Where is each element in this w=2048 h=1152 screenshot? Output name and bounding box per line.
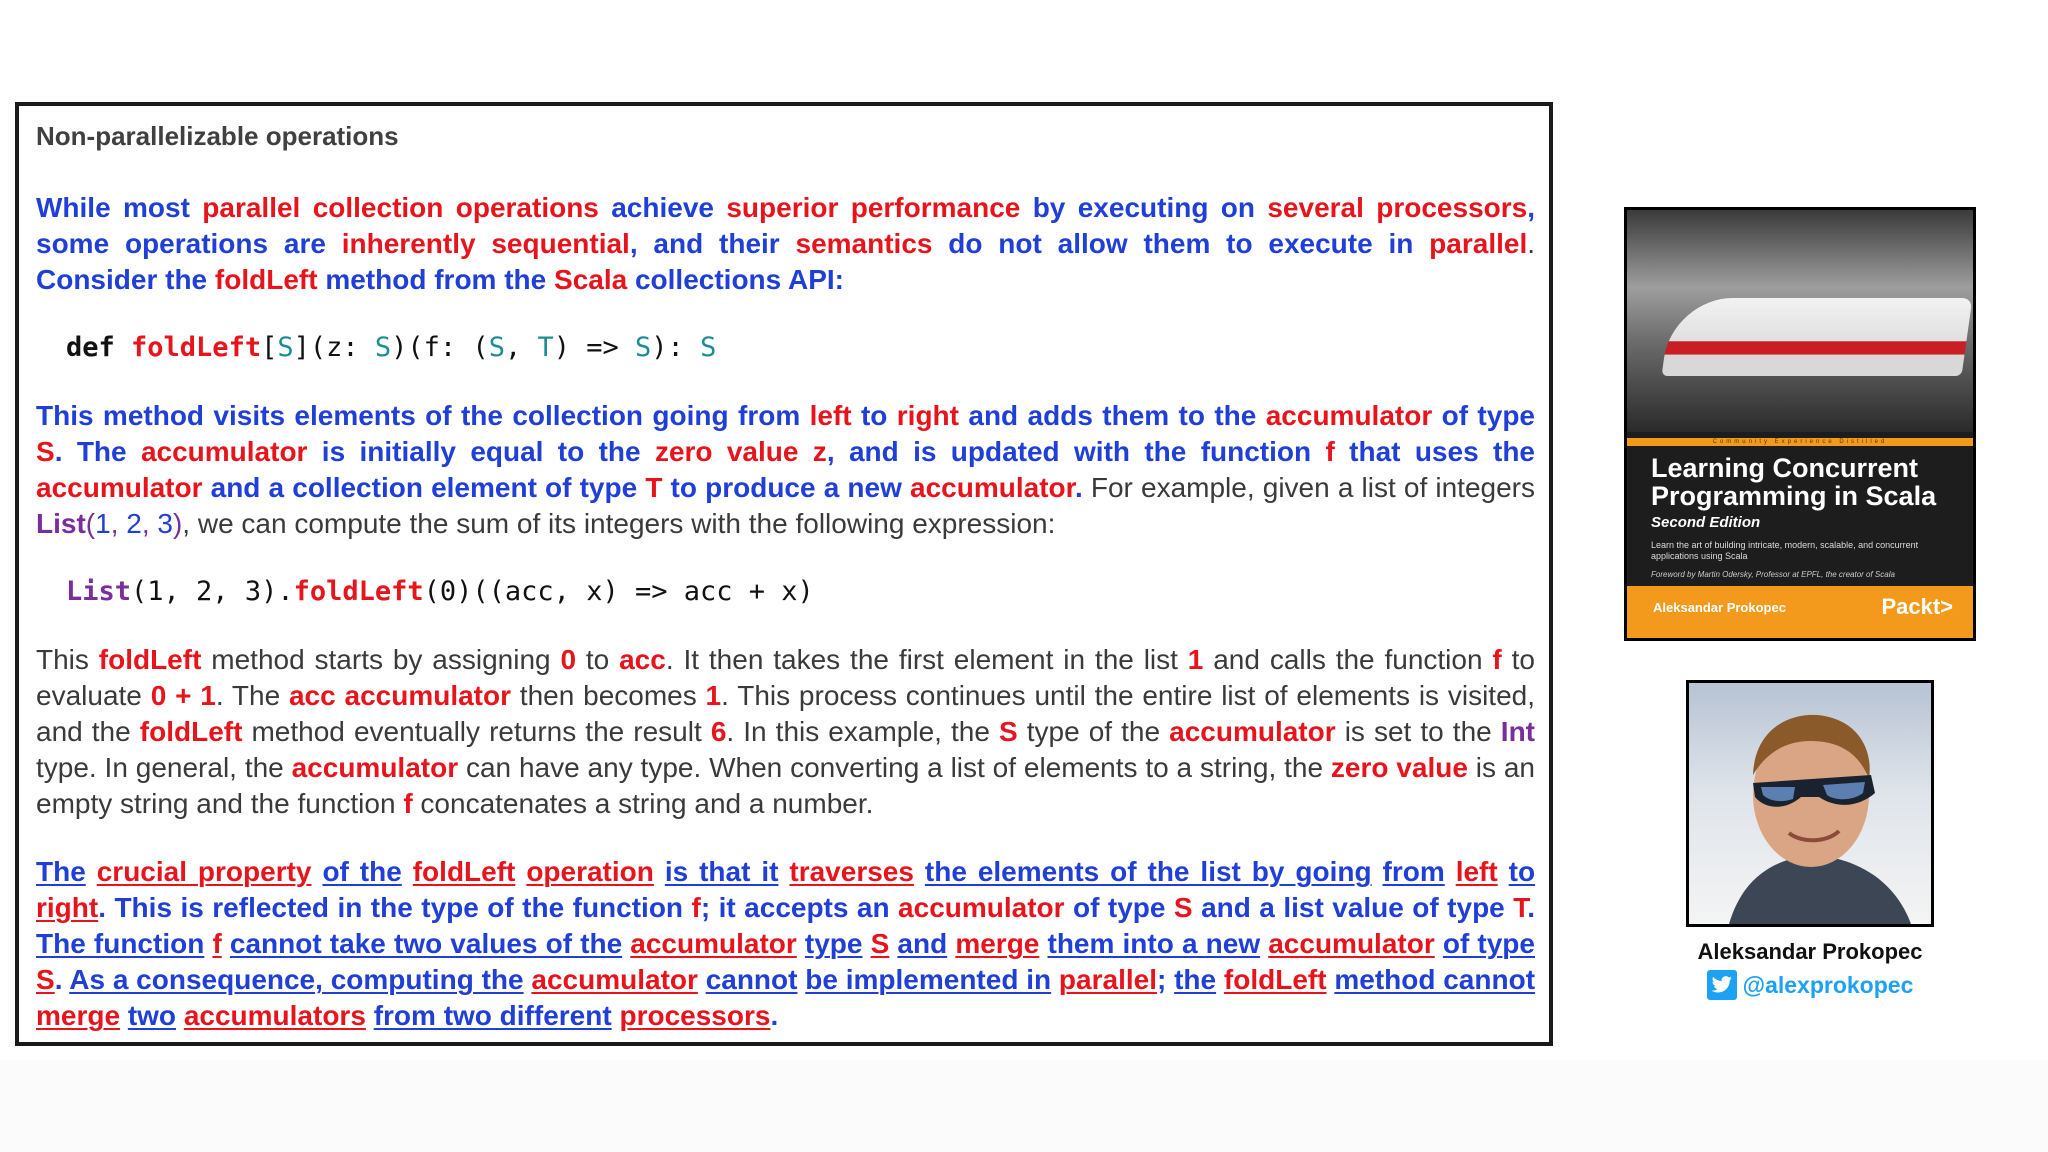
text-run: ; it accepts an	[700, 892, 899, 923]
text-run: 1	[705, 680, 722, 711]
text-run: (1, 2, 3).	[131, 576, 294, 607]
text-run: While most	[36, 192, 203, 223]
book-cover	[1624, 207, 1976, 641]
text-run: processors	[619, 1000, 771, 1031]
book-series: Community Experience Distilled	[1712, 439, 1888, 445]
text-run: 0 + 1	[150, 680, 216, 711]
text-run: parallel	[1058, 964, 1157, 995]
text-run: ;	[1156, 964, 1175, 995]
text-run: of type	[1064, 892, 1174, 923]
slide-bottom-band	[0, 1060, 2048, 1152]
author-name: Aleksandar Prokopec	[1697, 939, 1923, 964]
text-run: acc	[619, 644, 666, 675]
text-run: be implemented in	[805, 964, 1052, 995]
text-run: , and their	[629, 228, 796, 259]
text-run: foldLeft	[1223, 964, 1327, 995]
text-run: The function	[36, 928, 205, 959]
text-run: and a list value of type	[1192, 892, 1514, 923]
text-run: zero value z	[654, 436, 827, 467]
text-run: )(f: (	[391, 332, 489, 363]
text-run: ,	[141, 508, 158, 539]
text-run	[86, 856, 97, 887]
text-run: (0)((acc, x) => acc + x)	[423, 576, 814, 607]
text-run: 1	[1187, 644, 1204, 675]
text-run	[176, 1000, 184, 1031]
text-run: right	[896, 400, 959, 431]
text-run	[1445, 856, 1456, 887]
text-run: S	[870, 928, 890, 959]
text-run	[402, 856, 413, 887]
text-run: accumulator	[1268, 928, 1435, 959]
text-run: then becomes	[511, 680, 706, 711]
text-run: of the	[322, 856, 402, 887]
text-run: parallel	[1429, 228, 1528, 259]
text-run: and calls the function	[1203, 644, 1493, 675]
text-run: and a collection element of type	[202, 472, 646, 503]
text-run: , we can compute the sum of its integers with the following expression:	[182, 508, 1056, 539]
text-run	[222, 928, 230, 959]
text-run: to	[1508, 856, 1536, 887]
text-run: acc accumulator	[288, 680, 511, 711]
text-run: parallel collection operations	[202, 192, 599, 223]
text-run: The	[36, 856, 86, 887]
text-run: type of the	[1017, 716, 1170, 747]
text-run	[1372, 856, 1383, 887]
text-run: is an empty string and the function	[36, 752, 1535, 819]
text-run: . The	[54, 436, 141, 467]
text-run	[312, 856, 323, 887]
text-run: ) =>	[553, 332, 636, 363]
text-run: (	[85, 508, 96, 539]
text-run: [	[261, 332, 278, 363]
text-run: zero value	[1330, 752, 1468, 783]
text-run	[698, 964, 706, 995]
text-run	[1051, 964, 1059, 995]
text-run: . This is reflected in the type of the function	[98, 892, 692, 923]
text-run: method eventually returns the result	[242, 716, 711, 747]
paragraph-crucial-property	[36, 854, 1535, 1034]
text-run: cannot take two values of the	[229, 928, 623, 959]
text-run: S	[488, 332, 505, 363]
text-run: .	[770, 1000, 779, 1031]
text-run: the elements of the list by going	[924, 856, 1372, 887]
text-run: and	[897, 928, 948, 959]
text-run: foldLeft	[293, 576, 424, 607]
text-run: several processors	[1267, 192, 1528, 223]
text-run: two	[127, 1000, 177, 1031]
text-run: ):	[651, 332, 701, 363]
text-run: to produce a new	[662, 472, 911, 503]
text-run: accumulator	[910, 472, 1075, 503]
text-run: traverses	[789, 856, 914, 887]
text-run: operation	[526, 856, 654, 887]
text-run: accumulator	[898, 892, 1065, 923]
text-run: method starts by assigning	[201, 644, 561, 675]
text-run	[515, 856, 526, 887]
text-run: S	[1173, 892, 1193, 923]
text-run	[1435, 928, 1443, 959]
text-run: .	[1074, 472, 1083, 503]
text-run: 3	[157, 508, 173, 539]
text-run: This	[36, 644, 99, 675]
text-run: 1	[95, 508, 111, 539]
text-run	[1498, 856, 1509, 887]
text-run: 0	[560, 644, 577, 675]
text-run: to evaluate	[36, 644, 1535, 711]
text-run: accumulator	[630, 928, 797, 959]
author-photo-illustration	[1689, 683, 1931, 924]
text-run: merge	[955, 928, 1040, 959]
text-run: , some operations are	[36, 192, 1535, 259]
code-foldleft-example	[66, 574, 1535, 610]
text-run: achieve	[598, 192, 727, 223]
text-run: Consider the	[36, 264, 215, 295]
text-run: As a consequence, computing the	[69, 964, 524, 995]
paragraph-example-walkthrough	[36, 642, 1535, 822]
text-run: semantics	[795, 228, 933, 259]
text-run	[366, 1000, 374, 1031]
text-run: S	[277, 332, 294, 363]
text-run: foldLeft	[98, 644, 202, 675]
text-run: method from the	[317, 264, 555, 295]
text-run: do not allow them to execute in	[932, 228, 1430, 259]
text-run: . In this example, the	[726, 716, 999, 747]
text-run: right	[36, 892, 99, 923]
book-description: Learn the art of building intricate, modern, scalable, and concurrent applications using Scala	[1651, 540, 1919, 561]
content-box	[15, 102, 1553, 1046]
text-run: accumulator	[1169, 716, 1336, 747]
text-run: List	[66, 576, 132, 607]
text-run: S	[374, 332, 392, 363]
slide-heading: Non-parallelizable operations	[36, 121, 399, 151]
text-run: . This process continues until the entire list of elements is visited, and the	[36, 680, 1536, 747]
text-run: cannot	[705, 964, 798, 995]
text-run: is set to the	[1335, 716, 1501, 747]
text-run: f	[403, 788, 413, 819]
text-run: to	[851, 400, 897, 431]
text-run: collections API:	[627, 264, 844, 295]
text-run: accumulator	[291, 752, 459, 783]
book-cover-photo	[1627, 210, 1973, 432]
text-run: ,	[110, 508, 127, 539]
text-run: .	[54, 964, 70, 995]
text-run: T	[645, 472, 663, 503]
text-run: 6	[710, 716, 727, 747]
text-run	[914, 856, 925, 887]
text-run: foldLeft	[131, 332, 262, 363]
text-run	[778, 856, 789, 887]
text-run: merge	[36, 1000, 121, 1031]
text-run: .	[1527, 892, 1535, 923]
text-run: , and is updated with the function	[826, 436, 1326, 467]
publisher-logo: Packt>	[1881, 594, 1953, 619]
text-run: f	[212, 928, 222, 959]
text-run: Scala	[554, 264, 628, 295]
text-run: and adds them to the	[959, 400, 1266, 431]
text-run: type. In general, the	[36, 752, 292, 783]
text-run: is initially equal to the	[307, 436, 655, 467]
text-run: foldLeft	[139, 716, 243, 747]
book-series-strip	[1627, 438, 1973, 446]
text-run: accumulators	[183, 1000, 366, 1031]
text-run: )	[172, 508, 183, 539]
text-run: List	[36, 508, 86, 539]
text-run: superior performance	[726, 192, 1021, 223]
text-run: This method visits elements of the collection going from	[36, 400, 810, 431]
twitter-handle[interactable]: @alexprokopec	[1742, 971, 1914, 998]
text-run: S	[36, 436, 55, 467]
text-run: crucial property	[96, 856, 312, 887]
text-run	[120, 1000, 128, 1031]
book-title: Learning Concurrent Programming in Scala	[1651, 453, 1937, 511]
book-author: Aleksandar Prokopec	[1653, 600, 1786, 615]
text-run: left	[809, 400, 852, 431]
text-run: S	[700, 332, 717, 363]
text-run: f	[691, 892, 701, 923]
twitter-link[interactable]	[1686, 970, 1934, 1000]
text-run	[1039, 928, 1047, 959]
text-run	[1216, 964, 1224, 995]
book-foreword: Foreword by Martin Odersky, Professor at EPFL, the creator of Scala	[1651, 570, 1895, 579]
text-run: T	[537, 332, 554, 363]
text-run: to	[576, 644, 620, 675]
text-run: ](z:	[293, 332, 375, 363]
text-run: ,	[504, 332, 538, 363]
text-run: concatenates a string and a number.	[412, 788, 874, 819]
text-run: foldLeft	[214, 264, 318, 295]
text-run: from two different	[373, 1000, 612, 1031]
text-run: S	[36, 964, 55, 995]
text-run: left	[1455, 856, 1498, 887]
text-run: inherently sequential	[341, 228, 630, 259]
text-run: . The	[215, 680, 289, 711]
text-run: can have any type. When converting a list of elements to a string, the	[458, 752, 1331, 783]
author-photo	[1686, 680, 1934, 927]
text-run: of type	[1432, 400, 1535, 431]
text-run: the	[1174, 964, 1217, 995]
text-run: them into a new	[1047, 928, 1261, 959]
text-run: accumulator	[1265, 400, 1433, 431]
text-run: Int	[1500, 716, 1536, 747]
text-run: def	[66, 332, 132, 363]
paragraph-method-description	[36, 398, 1535, 542]
text-run: that uses the	[1334, 436, 1535, 467]
text-run: For example, given a list of integers	[1082, 472, 1536, 503]
text-run: . It then takes the first element in the list	[665, 644, 1188, 675]
text-run: f	[1325, 436, 1335, 467]
text-run: S	[635, 332, 652, 363]
text-run: is that it	[664, 856, 779, 887]
text-run: accumulator	[36, 472, 203, 503]
text-run: 2	[126, 508, 142, 539]
text-run: from	[1382, 856, 1445, 887]
text-run: f	[1492, 644, 1502, 675]
paragraph-intro	[36, 190, 1535, 298]
text-run	[797, 928, 805, 959]
text-run: by executing on	[1020, 192, 1268, 223]
book-footer	[1627, 586, 1973, 638]
text-run	[862, 928, 870, 959]
text-run: accumulator	[140, 436, 308, 467]
code-foldleft-signature	[66, 330, 1535, 366]
text-run: of type	[1442, 928, 1535, 959]
text-run	[654, 856, 665, 887]
text-run: type	[804, 928, 863, 959]
text-run: T	[1513, 892, 1528, 923]
twitter-icon	[1707, 970, 1737, 1000]
book-edition: Second Edition	[1651, 514, 1761, 531]
train-image	[1662, 298, 1973, 376]
text-run: S	[998, 716, 1018, 747]
text-run: accumulator	[531, 964, 698, 995]
text-run: .	[1527, 228, 1536, 259]
text-run: foldLeft	[412, 856, 516, 887]
text-run: method cannot	[1334, 964, 1536, 995]
